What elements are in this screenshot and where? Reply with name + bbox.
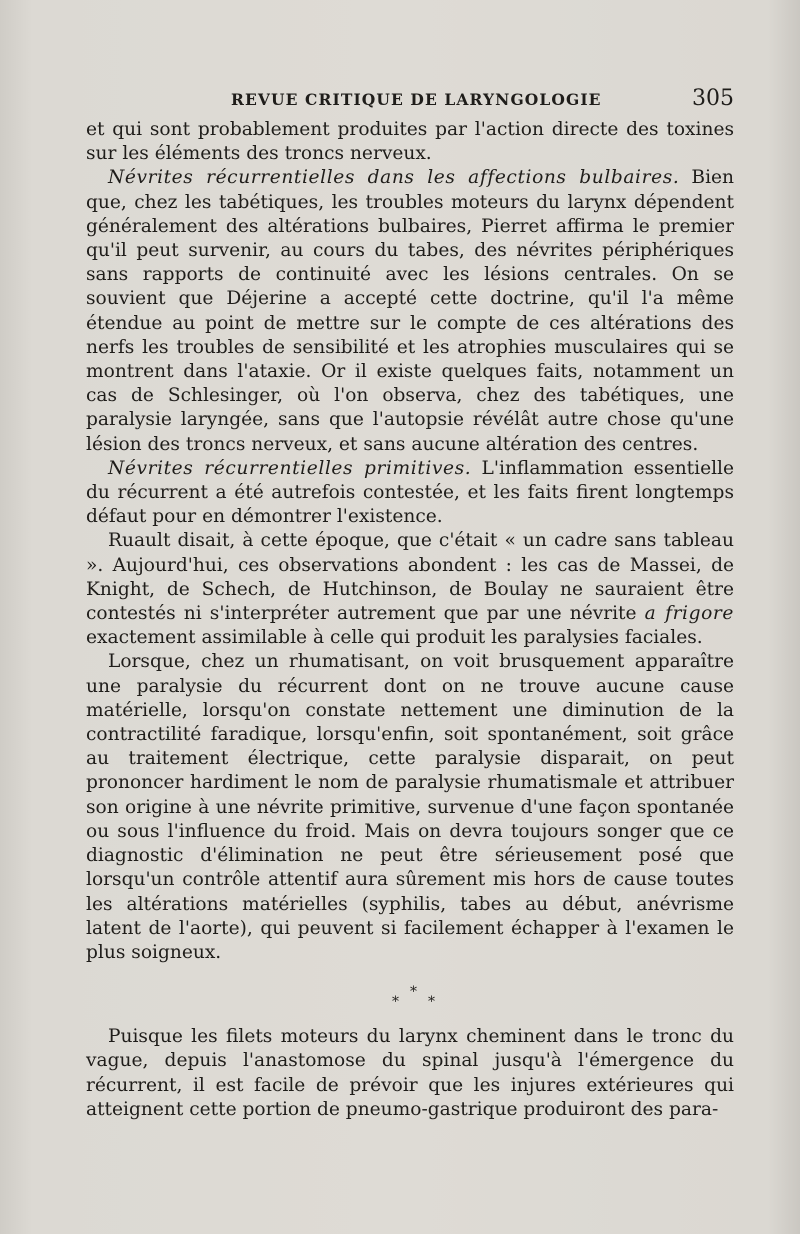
separator-star: * <box>410 984 417 1001</box>
page-number: 305 <box>692 86 734 111</box>
separator-star: * <box>428 994 435 1011</box>
paragraph-4 <box>86 529 734 650</box>
a-frigore-italic: a frigore <box>644 603 734 625</box>
paragraph-3 <box>86 457 734 530</box>
paragraph-4-tail: exactement assimilable à celle qui produit les paralysies faciales. <box>86 627 703 649</box>
page-body <box>86 118 734 1122</box>
paragraph-4-text: Ruault disait, à cette époque, que c'était « un cadre sans tableau ». Aujourd'hui, ces observations abondent : les cas de Massei, de Knight, de Schech, de Hutchinson, de Boulay ne sauraient être contestés ni s'interpréter autrement que par une névrite <box>86 530 734 625</box>
section-title-primitives: Névrites récurrentielles primitives. <box>108 457 472 479</box>
paragraph-2-text: Bien que, chez les tabétiques, les troubles moteurs du larynx dépendent généralement des altérations bulbaires, Pierret affirma le premier qu'il peut survenir, au cours du tabes, des névrites périphériques sans rapports de continuité avec les lésions centrales. On se souvient que Déjerine a accepté cette doctrine, qu'il l'a même étendue au point de mettre sur le compte de ces altérations des nerfs les troubles de sensibilité et les atrophies musculaires qui se montrent dans l'ataxie. Or il existe quelques faits, notamment un cas de Schlesinger, où l'on observa, chez des tabétiques, une paralysie laryngée, sans que l'autopsie révélât autre chose qu'une lésion des troncs nerveux, et sans aucune altération des centres. <box>86 167 735 455</box>
page-header <box>86 86 734 114</box>
separator-star: * <box>392 994 399 1011</box>
section-separator <box>86 965 734 1017</box>
paragraph-2 <box>86 166 734 456</box>
paragraph-3-text: L'inflammation essentielle du récurrent a été autrefois contestée, et les faits firent longtemps défaut pour en démontrer l'existence. <box>86 457 734 528</box>
paragraph-6: Puisque les filets moteurs du larynx cheminent dans le tronc du vague, depuis l'anastomose du spinal jusqu'à l'émergence du récurrent, il est facile de prévoir que les injures extérieures qui atteignent cette portion de pneumo-gastrique produiront des para- <box>86 1026 734 1120</box>
paragraph-1: et qui sont probablement produites par l'action directe des toxines sur les éléments des troncs nerveux. <box>86 119 734 165</box>
section-title-bulbaires: Névrites récurrentielles dans les affections bulbaires. <box>108 167 680 189</box>
paragraph-5: Lorsque, chez un rhumatisant, on voit brusquement apparaître une paralysie du récurrent dont on ne trouve aucune cause matérielle, lorsqu'on constate nettement une diminution de la contractilité faradique, lorsqu'enfin, soit spontanément, soit grâce au traitement électrique, cette paralysie disparait, on peut prononcer hardiment le nom de paralysie rhumatismale et attribuer son origine à une névrite primitive, survenue d'une façon spontanée ou sous l'influence du froid. Mais on devra toujours songer que ce diagnostic d'élimination ne peut être sérieusement posé que lorsqu'un contrôle attentif aura sûrement mis hors de cause toutes les altérations matérielles (syphilis, tabes au début, anévrisme latent de l'aorte), qui peuvent si facilement échapper à l'examen le plus soigneux. <box>86 651 734 963</box>
running-head: REVUE CRITIQUE DE LARYNGOLOGIE <box>231 90 602 109</box>
